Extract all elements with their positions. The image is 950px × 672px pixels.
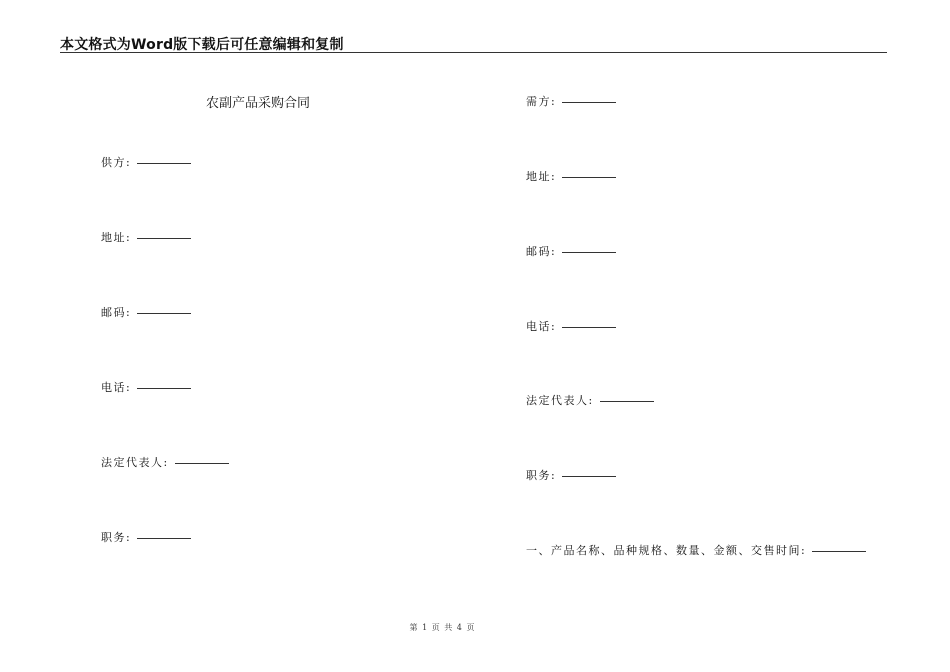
supplier-representative-blank bbox=[175, 463, 229, 464]
supplier-postcode-label: 邮码: bbox=[101, 306, 132, 319]
header-divider bbox=[60, 52, 887, 53]
buyer-representative-field bbox=[526, 392, 654, 408]
buyer-postcode-label: 邮码: bbox=[526, 245, 557, 258]
buyer-address-field bbox=[526, 168, 616, 184]
buyer-representative-blank bbox=[600, 401, 654, 402]
supplier-position-blank bbox=[137, 538, 191, 539]
buyer-position-label: 职务: bbox=[526, 469, 557, 482]
clause-one-label: 一、产品名称、品种规格、数量、金额、交售时间: bbox=[526, 544, 807, 557]
header-title: 本文格式为Word版下载后可任意编辑和复制 bbox=[60, 37, 344, 53]
page-footer: 第 1 页 共 4 页 bbox=[409, 623, 476, 632]
supplier-address-field bbox=[101, 229, 191, 245]
buyer-postcode-blank bbox=[562, 252, 616, 253]
supplier-postcode-field bbox=[101, 304, 191, 320]
clause-one-blank bbox=[812, 551, 866, 552]
buyer-address-label: 地址: bbox=[526, 170, 557, 183]
buyer-phone-field bbox=[526, 318, 616, 334]
supplier-position-label: 职务: bbox=[101, 531, 132, 544]
buyer-label: 需方: bbox=[526, 95, 557, 108]
buyer-phone-label: 电话: bbox=[526, 320, 557, 333]
supplier-representative-label: 法定代表人: bbox=[101, 456, 169, 469]
supplier-address-label: 地址: bbox=[101, 231, 132, 244]
supplier-address-blank bbox=[137, 238, 191, 239]
supplier-phone-label: 电话: bbox=[101, 381, 132, 394]
buyer-blank bbox=[562, 102, 616, 103]
clause-one-field bbox=[526, 542, 866, 558]
supplier-postcode-blank bbox=[137, 313, 191, 314]
buyer-phone-blank bbox=[562, 327, 616, 328]
buyer-field bbox=[526, 93, 616, 109]
supplier-representative-field bbox=[101, 454, 229, 470]
supplier-phone-field bbox=[101, 379, 191, 395]
contract-title: 农副产品采购合同 bbox=[206, 96, 311, 111]
supplier-position-field bbox=[101, 529, 191, 545]
supplier-blank bbox=[137, 163, 191, 164]
buyer-postcode-field bbox=[526, 243, 616, 259]
buyer-position-field bbox=[526, 467, 616, 483]
buyer-address-blank bbox=[562, 177, 616, 178]
buyer-representative-label: 法定代表人: bbox=[526, 394, 594, 407]
supplier-label: 供方: bbox=[101, 156, 132, 169]
supplier-field bbox=[101, 154, 191, 170]
buyer-position-blank bbox=[562, 476, 616, 477]
supplier-phone-blank bbox=[137, 388, 191, 389]
